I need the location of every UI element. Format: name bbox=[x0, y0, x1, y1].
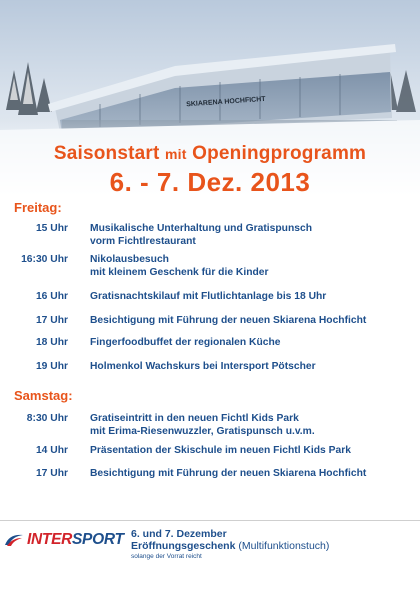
gift-dates: 6. und 7. Dezember bbox=[131, 528, 227, 540]
intersport-swoosh-icon bbox=[4, 533, 24, 547]
schedule-item bbox=[0, 412, 420, 438]
saturday-heading: Samstag: bbox=[14, 388, 73, 403]
schedule-item bbox=[0, 253, 420, 279]
event-description: Gratiseintritt in den neuen Fichtl Kids Park mit Erima-Riesenwuzzler, Gratispunsch u.v.m. bbox=[90, 413, 315, 437]
event-description: Nikolausbesuch mit kleinem Geschenk für die Kinder bbox=[90, 254, 269, 278]
intersport-wordmark: INTERSPORT bbox=[27, 531, 124, 548]
gift-notice bbox=[131, 528, 329, 560]
event-time: 17 Uhr bbox=[35, 315, 68, 326]
schedule-item bbox=[0, 314, 420, 327]
event-description: Gratisnachtskilauf mit Flutlichtanlage bis 18 Uhr bbox=[90, 291, 327, 302]
event-description: Fingerfoodbuffet der regionalen Küche bbox=[90, 337, 281, 348]
event-description: Musikalische Unterhaltung und Gratispunsch vorm Fichtlrestaurant bbox=[90, 223, 312, 247]
event-time: 18 Uhr bbox=[35, 337, 68, 348]
title-headline bbox=[0, 143, 420, 165]
gift-disclaimer: solange der Vorrat reicht bbox=[131, 553, 202, 560]
schedule-item bbox=[0, 336, 420, 349]
event-time: 15 Uhr bbox=[35, 223, 68, 234]
event-time: 14 Uhr bbox=[35, 445, 68, 456]
event-time: 19 Uhr bbox=[35, 361, 68, 372]
gift-description: Eröffnungsgeschenk (Multifunktionstuch) bbox=[131, 540, 330, 552]
building-sign: SKIARENA HOCHFICHT bbox=[186, 95, 266, 109]
event-description: Holmenkol Wachskurs bei Intersport Pötscher bbox=[90, 361, 316, 372]
schedule-item bbox=[0, 290, 420, 303]
title-programm: Openingprogramm bbox=[192, 143, 367, 164]
event-time: 8:30 Uhr bbox=[26, 413, 68, 424]
schedule-item bbox=[0, 467, 420, 480]
event-date: 6. - 7. Dez. 2013 bbox=[109, 167, 311, 197]
intersport-logo bbox=[4, 531, 124, 549]
friday-heading: Freitag: bbox=[14, 200, 62, 215]
event-time: 16:30 Uhr bbox=[21, 254, 68, 265]
event-time: 17 Uhr bbox=[35, 468, 68, 479]
schedule-item bbox=[0, 360, 420, 373]
title-mit: mit bbox=[165, 146, 187, 162]
title-saisonstart: Saisonstart bbox=[53, 143, 160, 164]
event-description: Besichtigung mit Führung der neuen Skiarena Hochficht bbox=[90, 468, 367, 479]
event-description: Besichtigung mit Führung der neuen Skiarena Hochficht bbox=[90, 315, 367, 326]
event-description: Präsentation der Skischule im neuen Fichtl Kids Park bbox=[90, 445, 351, 456]
footer-divider bbox=[0, 520, 420, 521]
event-time: 16 Uhr bbox=[35, 291, 68, 302]
event-title bbox=[0, 143, 420, 198]
schedule-item bbox=[0, 444, 420, 457]
schedule-item bbox=[0, 222, 420, 248]
